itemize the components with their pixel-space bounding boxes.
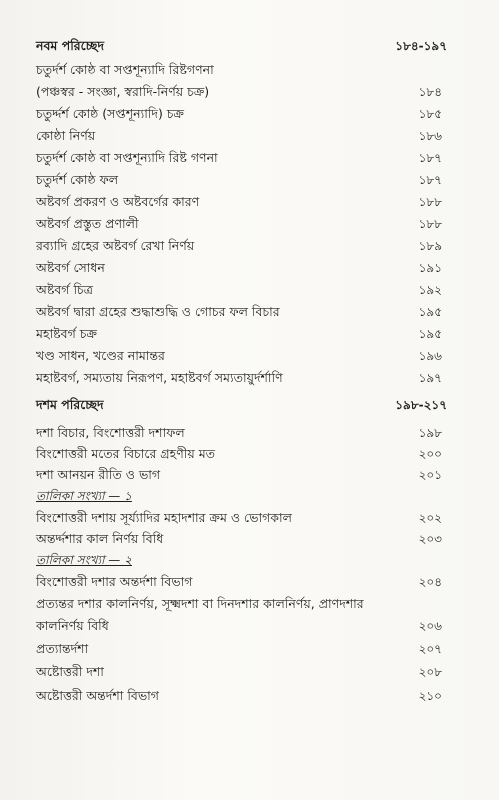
toc-entry-page: ১৮৪ [418,85,442,99]
toc-entry-title: অষ্টোত্তরী দশা [36,664,104,679]
toc-entry-title: অষ্টবর্গ সোধন [36,260,105,275]
toc-entry-title: মহাষ্টবর্গ চক্র [36,326,97,341]
toc-entry [0,280,499,300]
toc-entry-title: কোষ্ঠা নির্ণয় [36,128,96,143]
toc-entry [0,662,499,682]
toc-entry-page: ১৯২ [418,283,442,297]
toc-entry [0,616,499,636]
toc-entry-title: দশা বিচার, বিংশোত্তরী দশাফল [36,425,185,440]
toc-entry-page: ১৯৫ [418,305,442,319]
toc-entry-page: ১৮৬ [418,129,442,143]
toc-entry-page: ২০২ [418,511,442,525]
toc-entry-title: প্রত্যন্তর দশার কালনির্ণয়, সূক্ষ্মদশা বা দিনদশার কালনির্ণয়, প্রাণদশার [36,596,364,611]
chapter-heading: নবম পরিচ্ছেদ [36,38,105,53]
toc-entry [0,346,499,366]
toc-entry-title: বিংশোত্তরী দশার অন্তর্দশা বিভাগ [36,574,193,589]
toc-entry [0,258,499,278]
toc-table-label [0,550,499,570]
chapter-heading: দশম পরিচ্ছেদ [36,397,104,412]
toc-entry-title: খণ্ড সাধন, খণ্ডের নামান্তর [36,348,165,363]
toc-entry-page: ১৮৯ [418,239,442,253]
toc-entry [0,60,499,80]
toc-entry-page: ১৯৮ [418,426,442,440]
toc-entry-title: চতুর্দর্শ কোষ্ঠ বা সপ্তশূন্যাদি রিষ্টগণনা [36,62,214,77]
toc-entry [0,444,499,464]
toc-entry-page: ২০৬ [418,619,442,633]
toc-entry [0,192,499,212]
toc-entry [0,529,499,549]
toc-entry [0,170,499,190]
toc-entry-page: ২০৮ [418,665,442,679]
toc-entry-title: রব্যাদি গ্রহের অষ্টবর্গ রেখা নির্ণয় [36,238,195,253]
toc-entry-page: ২০৭ [418,642,442,656]
toc-entry-title: চতুর্দ্দর্শ কোষ্ঠ (সপ্তশূন্যাদি) চক্র [36,106,185,121]
toc-entry-page: ২০১ [418,468,442,482]
toc-entry-title: অষ্টবর্গ প্রকরণ ও অষ্টবর্গের কারণ [36,194,200,209]
toc-entry-page: ১৮৮ [418,195,442,209]
toc-entry-page: ১৯৫ [418,327,442,341]
toc-entry-title: দশা আনয়ন রীতি ও ভাগ [36,467,161,482]
toc-entry [0,508,499,528]
toc-entry [0,148,499,168]
toc-entry-title: কালনির্ণয় বিধি [36,618,109,633]
toc-entry [0,82,499,102]
toc-entry-page: ২০০ [418,447,442,461]
toc-entry-title: অষ্টবর্গ চিত্র [36,282,93,297]
toc-entry [0,639,499,659]
toc-entry-page: ১৯৬ [418,349,442,363]
toc-entry-title: চতুর্দর্শ কোষ্ঠ ফল [36,172,119,187]
toc-entry [0,465,499,485]
toc-entry-page: ১৮৫ [418,107,442,121]
toc-entry-page: ২০৩ [418,532,442,546]
toc-entry-title: মহাষ্টবর্গ, সম্যতায় নিরূপণ, মহাষ্টবর্গ সম্যতায়ুর্দর্শাণি [36,370,283,385]
toc-entry [0,126,499,146]
toc-entry [0,236,499,256]
toc-entry-title: তালিকা সংখ্যা — ১ [36,489,132,503]
chapter-page-range: ১৮৪-১৯৭ [395,39,447,53]
toc-entry [0,572,499,592]
toc-entry [0,104,499,124]
toc-entry-title: বিংশোত্তরী দশায় সূর্য্যাদির মহাদশার ক্রম ও ভোগকাল [36,510,292,525]
toc-entry [0,594,499,614]
toc-entry-page: ২১০ [418,689,442,703]
toc-entry-page: ১৮৮ [418,217,442,231]
toc-entry [0,423,499,443]
toc-entry [0,324,499,344]
toc-entry-title: অষ্টোত্তরী অন্তর্দশা বিভাগ [36,688,159,703]
toc-entry-page: ১৮৭ [418,151,442,165]
toc-entry [0,368,499,388]
toc-entry [0,214,499,234]
toc-entry-page: ১৯৭ [418,371,442,385]
toc-entry-title: তালিকা সংখ্যা — ২ [36,553,132,567]
toc-entry-title: অষ্টবর্গ দ্বারা গ্রহের শুদ্ধাশুদ্ধি ও গোচর ফল বিচার [36,304,280,319]
toc-entry-title: প্রত্যান্তর্দশা [36,641,89,656]
toc-entry-title: (পঞ্চস্বর - সংজ্ঞা, স্বরাদি-নির্ণয় চক্র) [36,84,210,99]
chapter-heading-row [0,395,499,415]
chapter-heading-row [0,36,499,56]
toc-entry [0,302,499,322]
chapter-page-range: ১৯৮-২১৭ [395,398,447,412]
toc-entry-title: বিংশোত্তরী মতের বিচারে গ্রহণীয় মত [36,446,216,461]
toc-entry-page: ১৯১ [418,261,442,275]
toc-entry-title: চতুর্দর্শ কোষ্ঠ বা সপ্তশূন্যাদি রিষ্ট গণনা [36,150,218,165]
toc-entry-page: ১৮৭ [418,173,442,187]
toc-entry-page: ২০৪ [418,575,442,589]
toc-entry-title: অষ্টবর্গ প্রস্তুত প্রণালী [36,216,139,231]
toc-entry-title: অন্তর্দ্দশার কাল নির্ণয় বিধি [36,531,164,546]
toc-table-label [0,486,499,506]
toc-entry [0,686,499,706]
